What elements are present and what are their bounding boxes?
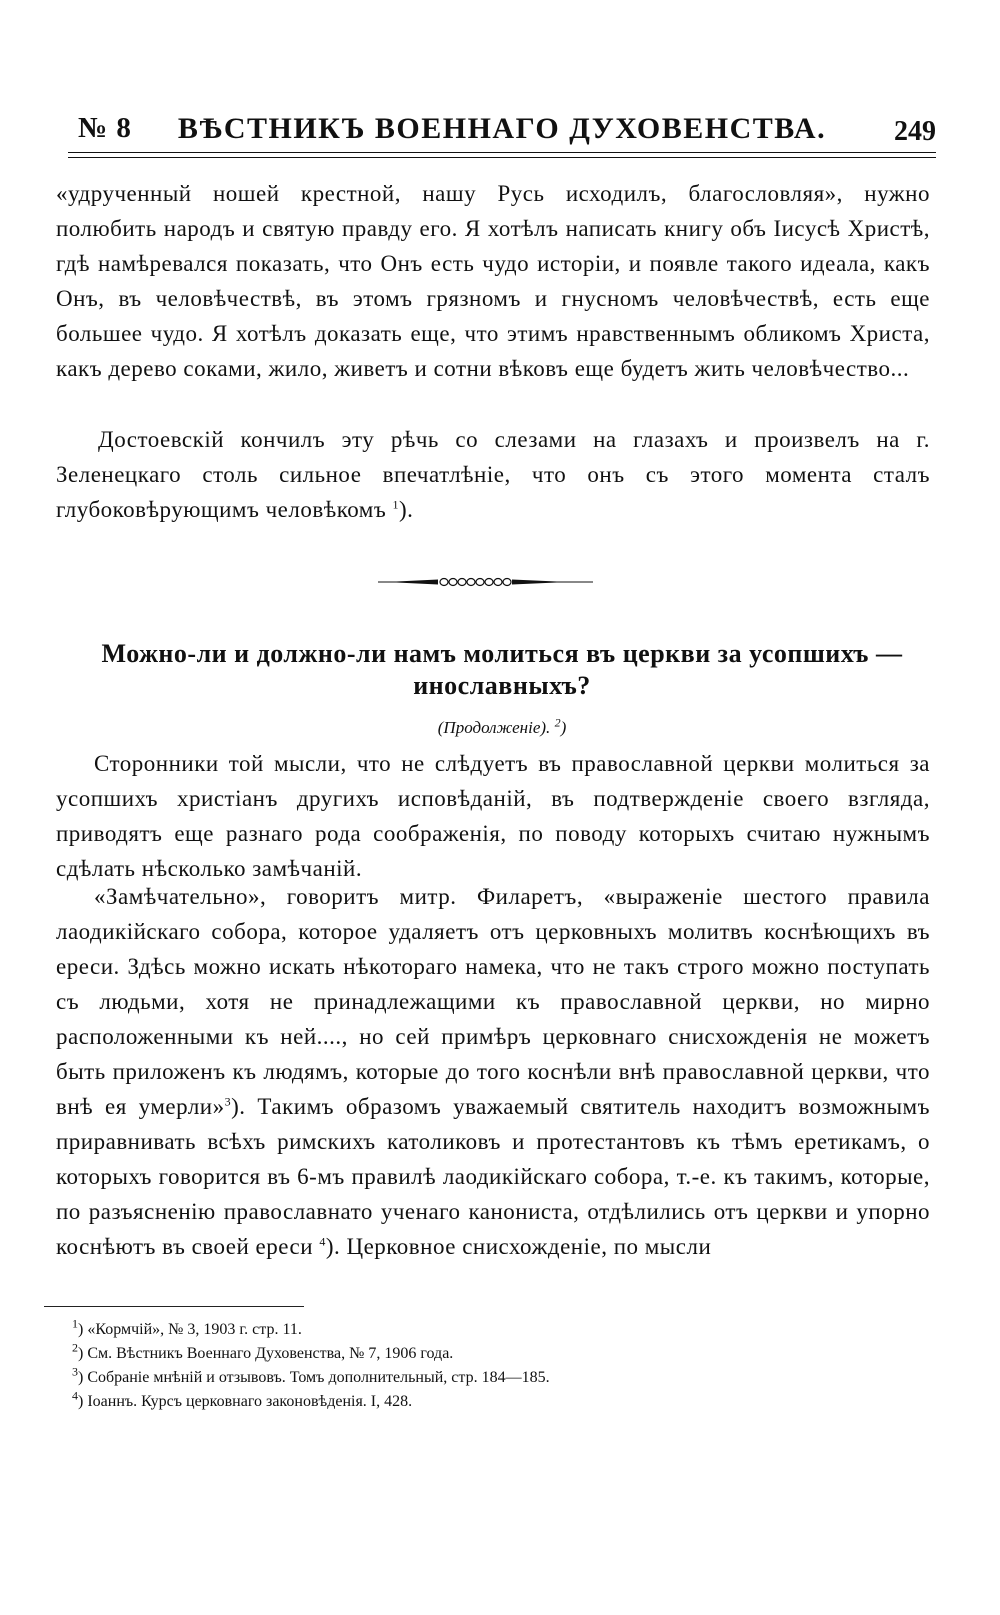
footnote-mark: 3: [72, 1364, 78, 1379]
footnote-ref-3: 3: [224, 1094, 232, 1109]
footnote-ref-1: 1: [392, 497, 399, 512]
issue-number: № 8: [78, 112, 132, 144]
header-rule-bottom: [68, 157, 936, 158]
footnote-text: ) См. Вѣстникъ Военнаго Духовенства, № 7, 1906 года.: [78, 1345, 454, 1362]
intro-paragraph-2: [56, 422, 930, 527]
header-rule-top: [68, 152, 936, 153]
footnote: [72, 1342, 892, 1366]
intro-paragraph-2-end: ).: [398, 497, 414, 522]
intro-paragraph-1: «удрученный ношей крестной, нашу Русь исходилъ, благословляя», нужно полюбить народъ и святую правду его. Я хотѣлъ написать книгу объ Іисусѣ Христѣ, гдѣ намѣревался показать, что Онъ есть чудо исторіи, и появле такого идеала, какъ Онъ, въ человѣчествѣ, въ этомъ грязномъ и гнусномъ человѣчествѣ, есть еще большее чудо. Я хотѣлъ доказать еще, что этимъ нравственнымъ обликомъ Христа, какъ дерево соками, жило, живетъ и сотни вѣковъ еще будетъ жить человѣчество...: [56, 181, 930, 381]
footnote-ref-2: 2: [554, 715, 561, 730]
article-title: Можно-ли и должно-ли намъ молиться въ церкви за усопшихъ — инославныхъ?: [101, 639, 903, 700]
article-subtitle-end: ): [560, 718, 567, 737]
footnote-mark: 4: [72, 1388, 78, 1403]
journal-title: ВѢСТНИКЪ ВОЕННАГО ДУХОВЕНСТВА.: [177, 112, 827, 145]
footnote-mark: 1: [72, 1316, 78, 1331]
article-subtitle-text: (Продолженіе).: [437, 718, 551, 737]
article-paragraph-2: [56, 879, 930, 1264]
footnote: [72, 1318, 892, 1342]
footnotes: [72, 1318, 892, 1414]
page-number: 249: [894, 116, 936, 147]
footnote-text: ) «Кормчій», № 3, 1903 г. стр. 11.: [78, 1321, 302, 1338]
article-paragraph-1: Сторонники той мысли, что не слѣдуетъ въ православной церкви молиться за усопшихъ христіанъ другихъ исповѣданій, въ подтвержденіе своего взгляда, приводятъ еще разнаго рода соображенія, по поводу которыхъ считаю нужнымъ сдѣлать нѣсколько замѣчаній.: [56, 751, 930, 881]
footnote-separator: [44, 1306, 304, 1307]
intro-paragraph-2-text: Достоевскій кончилъ эту рѣчь со слезами на глазахъ и произвелъ на г. Зеленецкаго столь сильное впечатлѣніе, что онъ съ этого момента сталъ глубоковѣрующимъ человѣкомъ: [56, 427, 930, 522]
page-header: [68, 112, 936, 148]
article-paragraph-2-part-b: ). Такимъ образомъ уважаемый святитель находитъ возможнымъ приравнивать всѣхъ римскихъ католиковъ и протестантовъ къ тѣмъ еретикамъ, о которыхъ говорится въ 6-мъ правилѣ лаодикійскаго собора, т.-е. къ такимъ, которые, по разъясненію православнато ученаго канониста, отдѣлились отъ церкви и упорно коснѣютъ въ своей ереси: [56, 1094, 930, 1259]
footnote-ref-4: 4: [319, 1234, 326, 1249]
article-subtitle: [68, 715, 936, 738]
footnote-text: ) Іоаннъ. Курсъ церковнаго законовѣденія. I, 428.: [78, 1393, 413, 1410]
footnote-mark: 2: [72, 1340, 78, 1355]
footnote-text: ) Собраніе мнѣній и отзывовъ. Томъ дополнительный, стр. 184—185.: [78, 1369, 550, 1386]
article-paragraph-2-part-c: ). Церковное снисхожденіе, по мысли: [325, 1234, 712, 1259]
article-paragraph-2-part-a: «Замѣчательно», говоритъ митр. Филаретъ, «выраженіе шестого правила лаодикійскаго собора, которое удаляетъ отъ церковныхъ молитвъ коснѣющихъ въ ереси. Здѣсь можно искать нѣкотораго намека, что не такъ строго можно поступать съ людьми, хотя не принадлежащими къ православной церкви, но мирно расположенными къ ней...., но сей примѣръ церковнаго снисхожденія не можетъ быть приложенъ къ людямъ, которые до того коснѣли внѣ православной церкви, что внѣ ея умерли»: [56, 884, 930, 1119]
section-divider-ornament: [378, 573, 593, 591]
footnote: [72, 1390, 892, 1414]
footnote: [72, 1366, 892, 1390]
